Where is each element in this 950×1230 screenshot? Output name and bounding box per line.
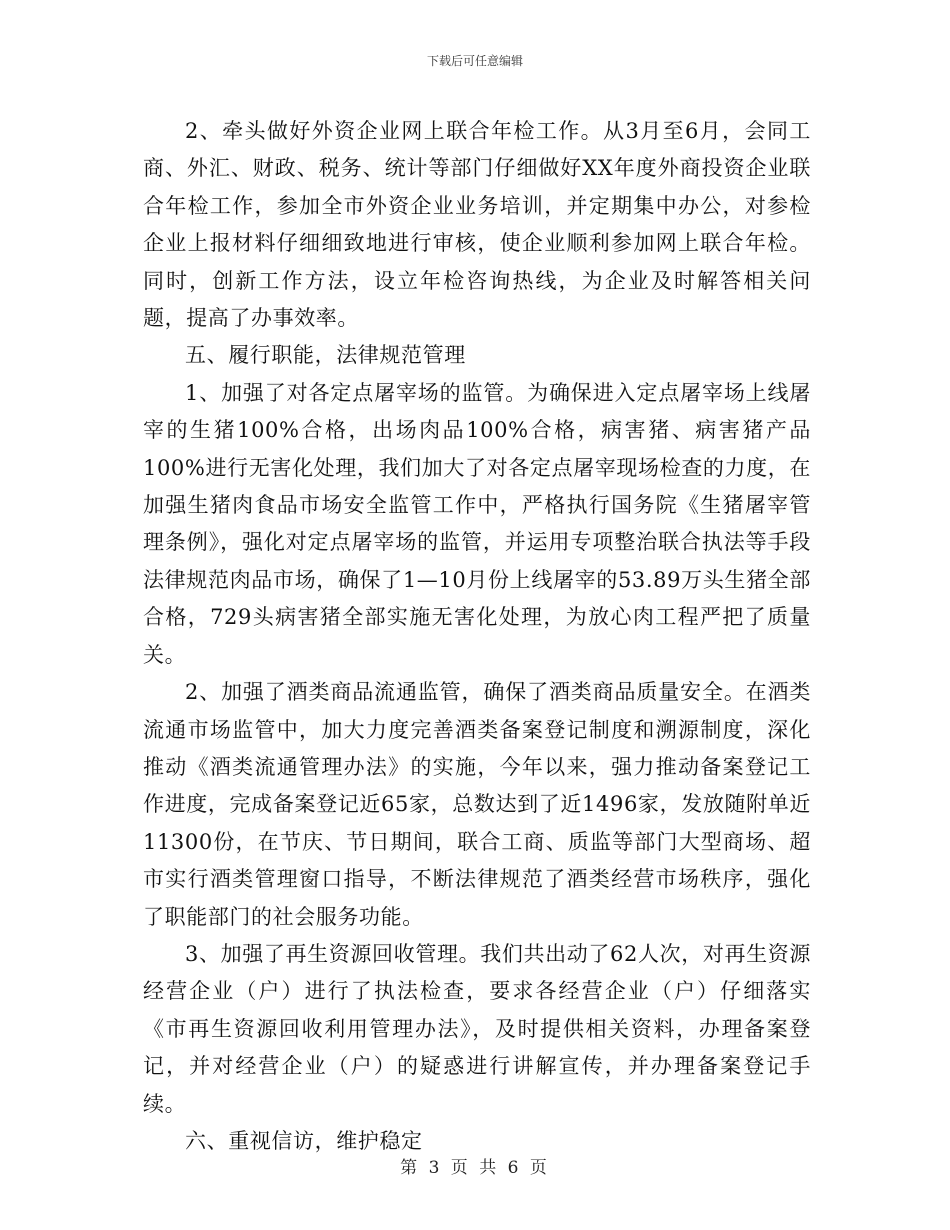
section-heading-five: 五、履行职能，法律规范管理: [185, 343, 466, 368]
section-heading-six: 六、重视信访，维护稳定: [185, 1128, 423, 1153]
paragraph-recycling: 3、加强了再生资源回收管理。我们共出动了62人次，对再生资源经营企业（户）进行了执法检查，要求各经营企业（户）仔细落实《市再生资源回收利用管理办法》，及时提供相关资料，办理备案登记，并对经营企业（户）的疑惑进行讲解宣传，并办理备案登记手续。: [143, 941, 811, 1116]
page-header: 下载后可任意编辑: [426, 54, 523, 68]
paragraph-joint-inspection: 2、牵头做好外资企业网上联合年检工作。从3月至6月，会同工商、外汇、财政、税务、统计等部门仔细做好XX年度外商投资企业联合年检工作，参加全市外资企业业务培训，并定期集中办公，对参检企业上报材料仔细细致地进行审核，使企业顺利参加网上联合年检。同时，创新工作方法，设立年检咨询热线，为企业及时解答相关问题，提高了办事效率。: [143, 119, 811, 331]
paragraph-liquor: 2、加强了酒类商品流通监管，确保了酒类商品质量安全。在酒类流通市场监管中，加大力度完善酒类备案登记制度和溯源制度，深化推动《酒类流通管理办法》的实施，今年以来，强力推动备案登记工作进度，完成备案登记近65家，总数达到了近1496家，发放随附单近11300份，在节庆、节日期间，联合工商、质监等部门大型商场、超市实行酒类管理窗口指导，不断法律规范了酒类经营市场秩序，强化了职能部门的社会服务功能。: [143, 680, 811, 929]
page-footer: 第 3 页 共 6 页: [400, 1158, 550, 1178]
document-body: [143, 113, 811, 1160]
paragraph-slaughterhouse: 1、加强了对各定点屠宰场的监管。为确保进入定点屠宰场上线屠宰的生猪100%合格，出场肉品100%合格，病害猪、病害猪产品100%进行无害化处理，我们加大了对各定点屠宰现场检查的力度，在加强生猪肉食品市场安全监管工作中，严格执行国务院《生猪屠宰管理条例》，强化对定点屠宰场的监管，并运用专项整治联合执法等手段法律规范肉品市场，确保了1—10月份上线屠宰的53.89万头生猪全部合格，729头病害猪全部实施无害化处理，为放心肉工程严把了质量关。: [143, 380, 811, 667]
